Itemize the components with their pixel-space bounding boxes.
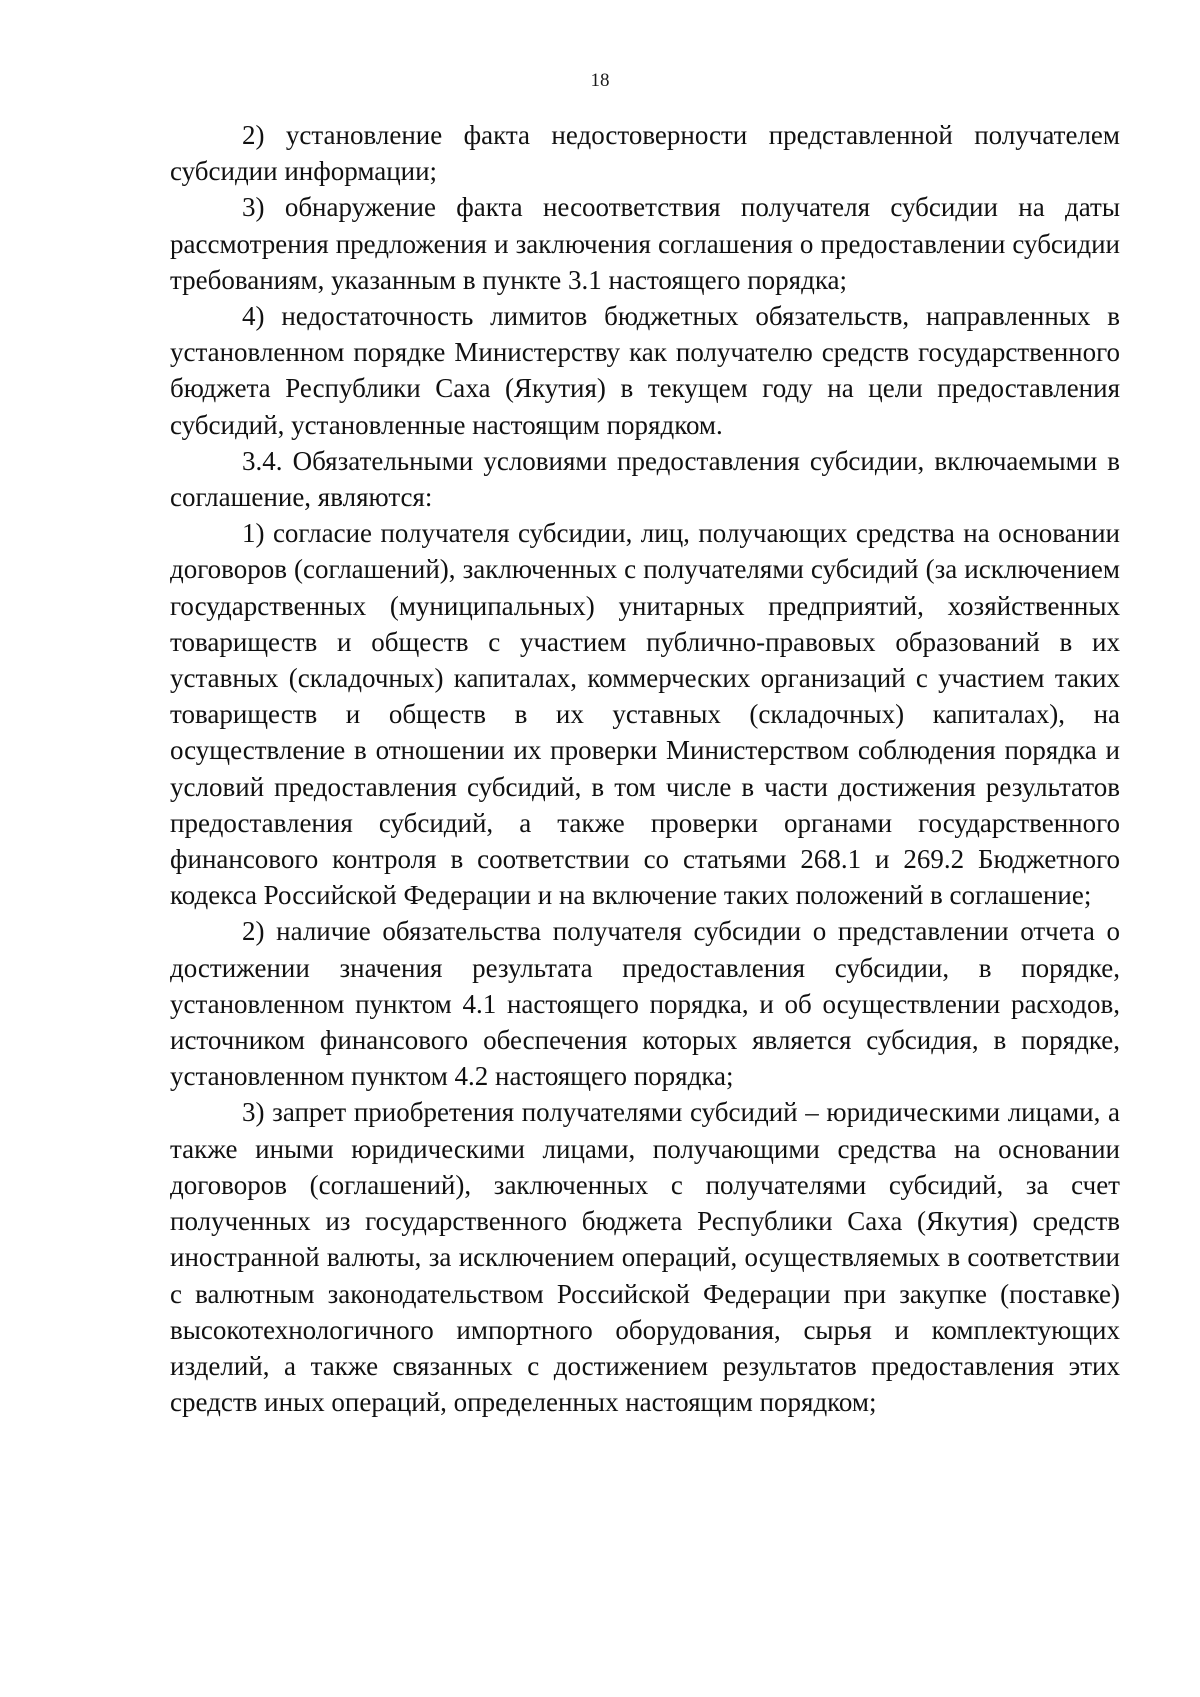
page-number: 18 — [590, 70, 610, 91]
document-body — [170, 117, 1120, 1420]
paragraph-item-3: 3) обнаружение факта несоответствия получателя субсидии на даты рассмотрения предложения и заключения соглашения о предоставлении субсидии требованиям, указанным в пункте 3.1 настоящего порядка; — [170, 192, 1120, 295]
paragraph-section-3-4: 3.4. Обязательными условиями предоставления субсидии, включаемыми в соглашение, являются: — [170, 445, 1120, 513]
paragraph-condition-1: 1) согласие получателя субсидии, лиц, получающих средства на основании договоров (соглашений), заключенных с получателями субсидий (за исключением государственных (муниципальных) унитарных предприятий, хозяйственных товариществ и обществ с участием публично-правовых образований в их уставных (складочных) капиталах, коммерческих организаций с участием таких товариществ и обществ в их уставных (складочных) капиталах), на осуществление в отношении их проверки Министерством соблюдения порядка и условий предоставления субсидий, в том числе в части достижения результатов предоставления субсидий, а также проверки органами государственного финансового контроля в соответствии со статьями 268.1 и 269.2 Бюджетного кодекса Российской Федерации и на включение таких положений в соглашение; — [170, 518, 1120, 911]
paragraph-condition-3: 3) запрет приобретения получателями субсидий – юридическими лицами, а также иными юридическими лицами, получающими средства на основании договоров (соглашений), заключенных с получателями субсидий, за счет полученных из государственного бюджета Республики Саха (Якутия) средств иностранной валюты, за исключением операций, осуществляемых в соответствии с валютным законодательством Российской Федерации при закупке (поставке) высокотехнологичного импортного оборудования, сырья и комплектующих изделий, а также связанных с достижением результатов предоставления этих средств иных операций, определенных настоящим порядком; — [170, 1097, 1120, 1418]
paragraph-item-4: 4) недостаточность лимитов бюджетных обязательств, направленных в установленном порядке Министерству как получателю средств государственного бюджета Республики Саха (Якутия) в текущем году на цели предоставления субсидий, установленные настоящим порядком. — [170, 301, 1120, 440]
paragraph-item-2: 2) установление факта недостоверности представленной получателем субсидии информации; — [170, 120, 1120, 187]
paragraph-condition-2: 2) наличие обязательства получателя субсидии о представлении отчета о достижении значения результата предоставления субсидии, в порядке, установленном пунктом 4.1 настоящего порядка, и об осуществлении расходов, источником финансового обеспечения которых является субсидия, в порядке, установленном пунктом 4.2 настоящего порядка; — [170, 916, 1120, 1092]
